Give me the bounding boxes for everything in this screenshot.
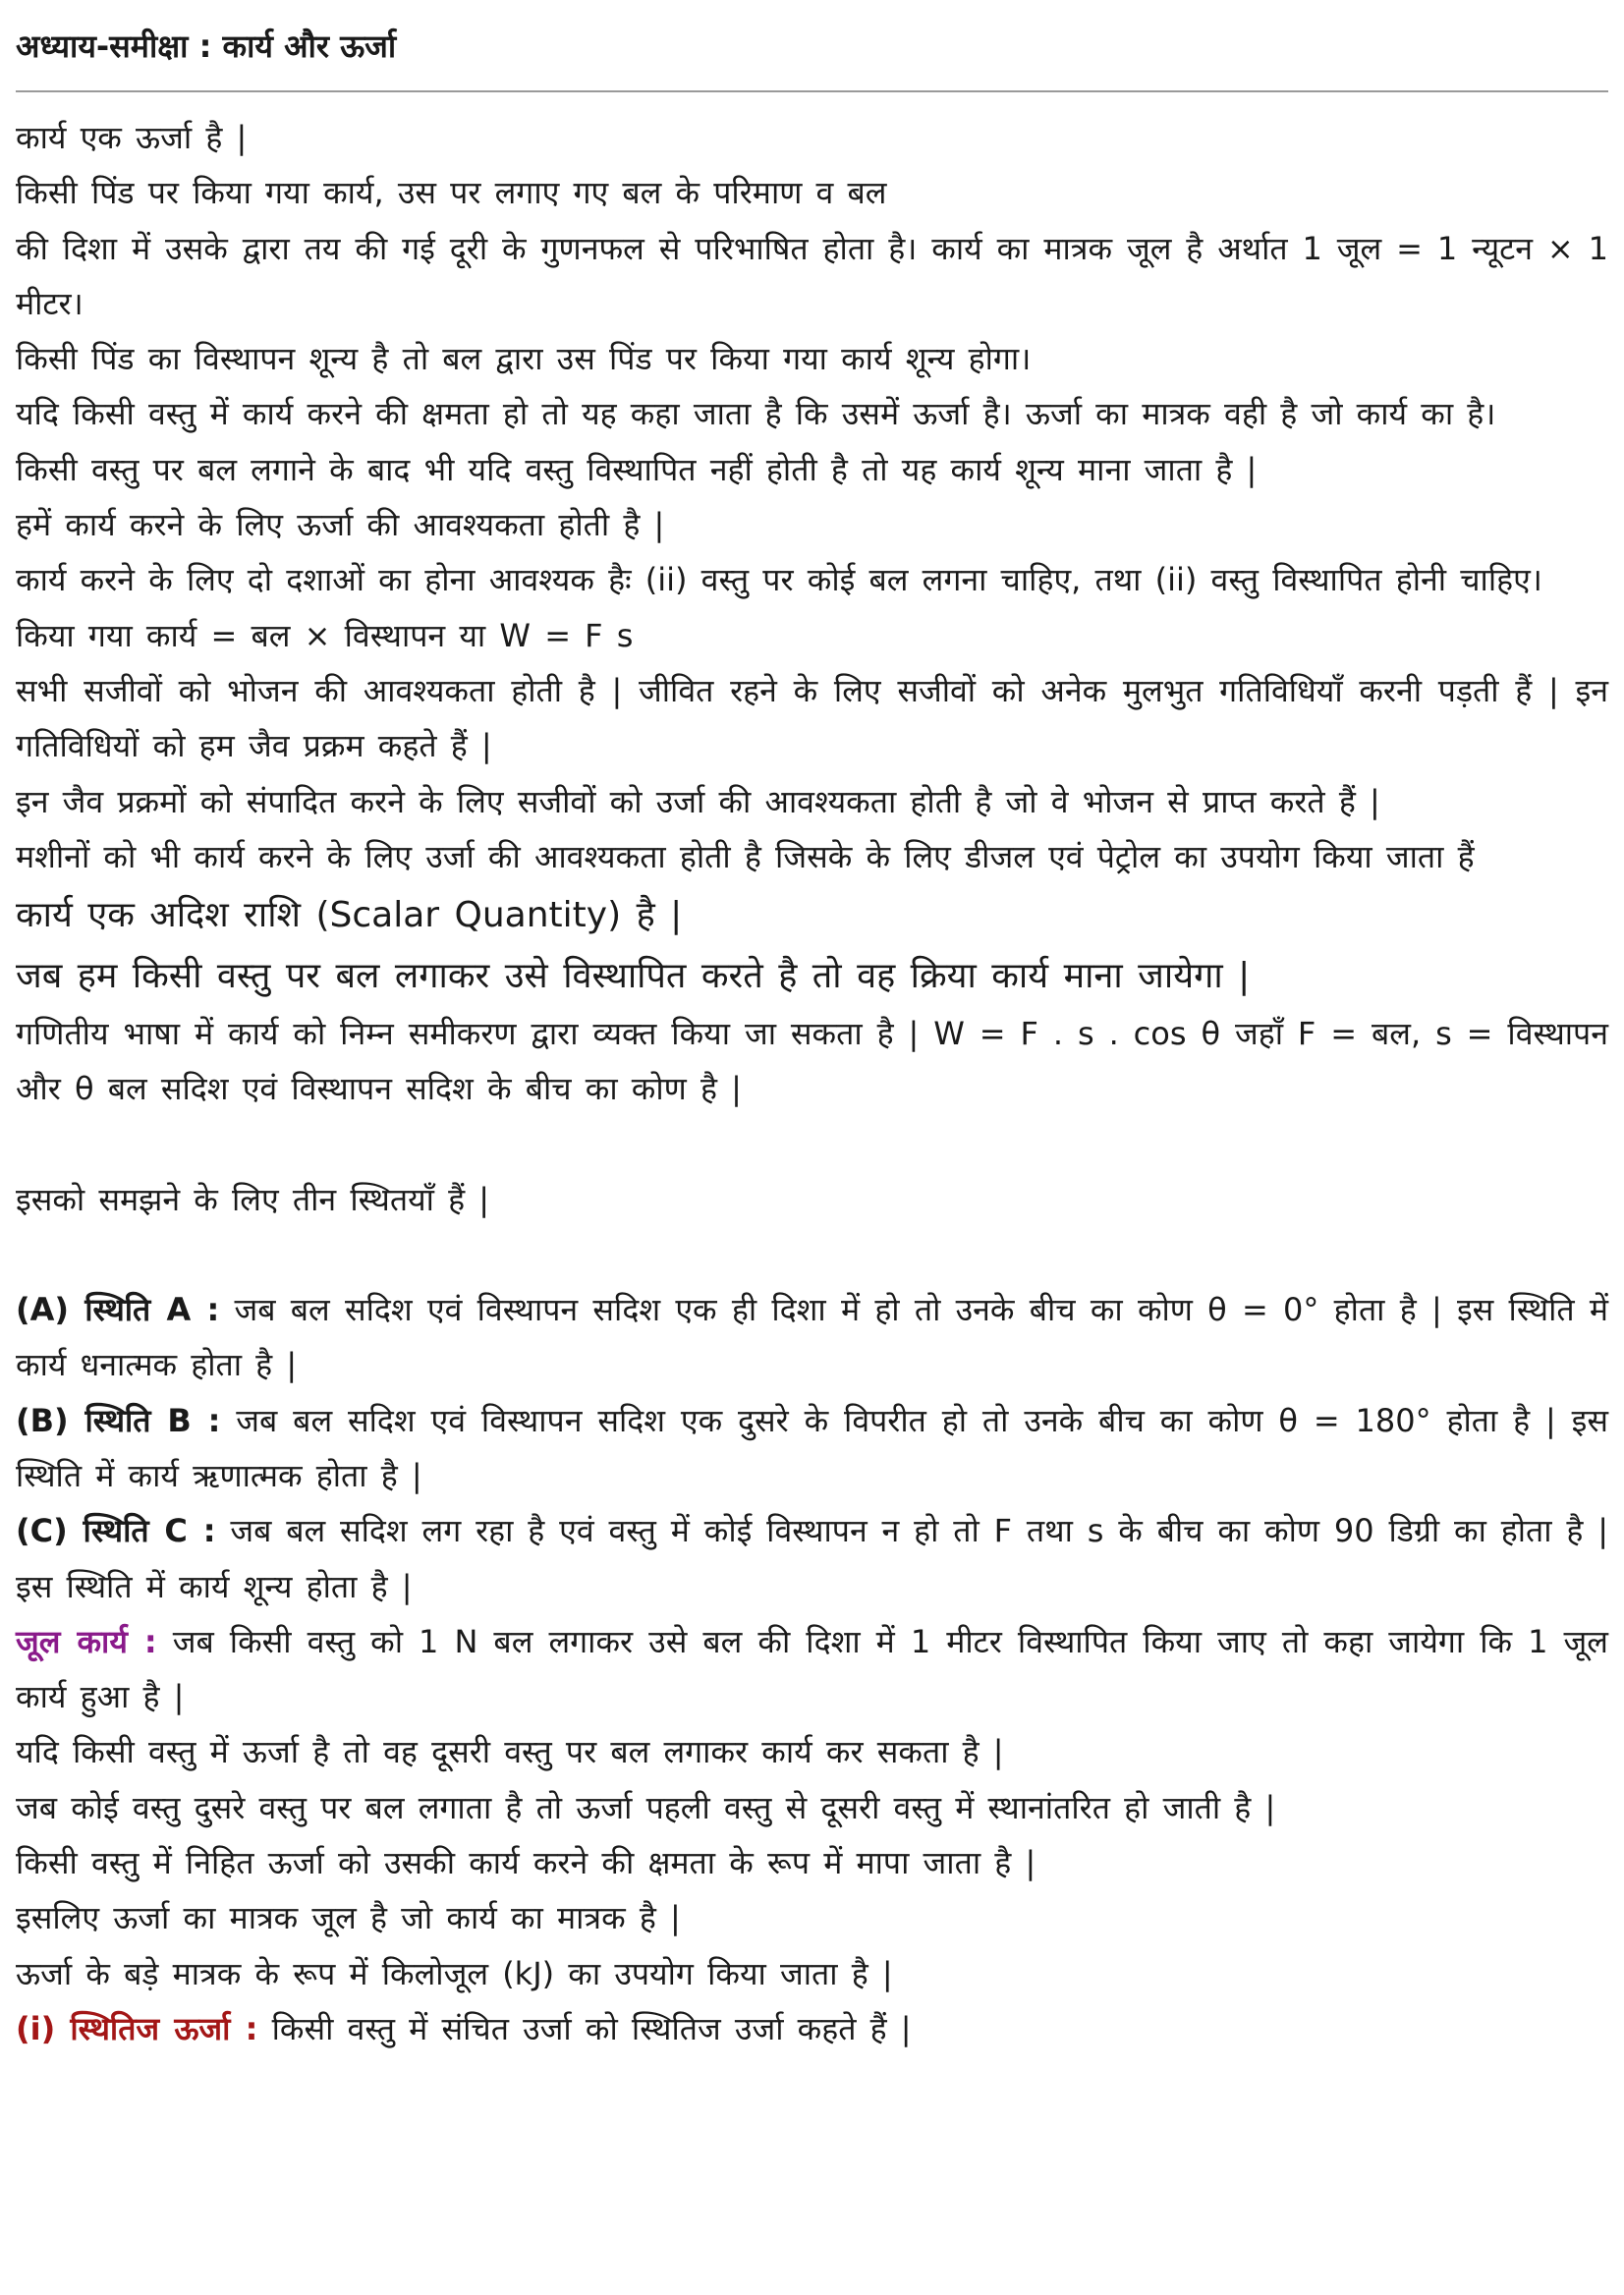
paragraph-case-a — [16, 1282, 1608, 1393]
paragraph-work-formula: किया गया कार्य = बल × विस्थापन या W = F s — [16, 616, 634, 654]
paragraph-bio-energy: इन जैव प्रक्रमों को संपादित करने के लिए सजीवों को उर्जा की आवश्यकता होती है जो वे भोजन से प्राप्त करते हैं | — [16, 782, 1380, 820]
joule-label: जूल कार्य : — [16, 1622, 157, 1660]
title-divider — [16, 90, 1608, 92]
paragraph-kilojoule: ऊर्जा के बड़े मात्रक के रूप में किलोजूल (kJ) का उपयोग किया जाता है | — [16, 1954, 893, 1992]
paragraph-no-displacement: किसी वस्तु पर बल लगाने के बाद भी यदि वस्तु विस्थापित नहीं होती है तो यह कार्य शून्य माना जाता है | — [16, 450, 1258, 488]
paragraph-case-b — [16, 1393, 1608, 1504]
chapter-content — [16, 110, 1608, 2056]
paragraph-machines: मशीनों को भी कार्य करने के लिए उर्जा की आवश्यकता होती है जिसके के लिए डीजल एवं पेट्रोल का उपयोग किया जाता हैं — [16, 837, 1475, 875]
paragraph-energy-transfer-force: यदि किसी वस्तु में ऊर्जा है तो वह दूसरी वस्तु पर बल लगाकर कार्य कर सकता है | — [16, 1733, 1004, 1771]
case-c-label: (C) स्थिति C : — [16, 1512, 216, 1550]
paragraph-case-c — [16, 1503, 1608, 1614]
paragraph-zero-displacement: किसी पिंड का विस्थापन शून्य है तो बल द्वारा उस पिंड पर किया गया कार्य शून्य होगा। — [16, 340, 1032, 378]
case-b-text: जब बल सदिश एवं विस्थापन सदिश एक दुसरे के विपरीत हो तो उनके बीच का कोण θ = 180° होता है | इस स्थिति में कार्य ऋणात्मक होता है | — [16, 1401, 1608, 1494]
paragraph-work-action: जब हम किसी वस्तु पर बल लगाकर उसे विस्थापित करते है तो वह क्रिया कार्य माना जायेगा | — [16, 956, 1251, 997]
paragraph-scalar: कार्य एक अदिश राशि (Scalar Quantity) है | — [16, 895, 683, 936]
paragraph-work-definition-1: किसी पिंड पर किया गया कार्य, उस पर लगाए गए बल के परिमाण व बल — [16, 174, 887, 212]
paragraph-work-energy: कार्य एक ऊर्जा है | — [16, 119, 248, 156]
potential-energy-text: किसी वस्तु में संचित उर्जा को स्थितिज उर्जा कहते हैं | — [257, 2009, 912, 2047]
paragraph-energy-capacity: यदि किसी वस्तु में कार्य करने की क्षमता हो तो यह कहा जाता है कि उसमें ऊर्जा है। ऊर्जा का मात्रक वही है जो कार्य का है। — [16, 395, 1496, 433]
paragraph-work-definition-2: की दिशा में उसके द्वारा तय की गई दूरी के गुणनफल से परिभाषित होता है। कार्य का मात्रक जूल है अर्थात 1 जूल = 1 न्यूटन × 1 मीटर। — [16, 229, 1608, 322]
paragraph-energy-measure: किसी वस्तु में निहित ऊर्जा को उसकी कार्य करने की क्षमता के रूप में मापा जाता है | — [16, 1844, 1036, 1882]
paragraph-potential-energy — [16, 2001, 1608, 2056]
case-a-label: (A) स्थिति A : — [16, 1291, 220, 1329]
paragraph-energy-unit: इसलिए ऊर्जा का मात्रक जूल है जो कार्य का मात्रक है | — [16, 1899, 681, 1937]
potential-energy-label: (i) स्थितिज ऊर्जा : — [16, 2009, 258, 2047]
joule-text: जब किसी वस्तु को 1 N बल लगाकर उसे बल की दिशा में 1 मीटर विस्थापित किया जाए तो कहा जायेगा कि 1 जूल कार्य हुआ है | — [16, 1622, 1608, 1716]
paragraph-joule-work — [16, 1614, 1608, 1725]
chapter-title: अध्याय-समीक्षा : कार्य और ऊर्जा — [16, 28, 397, 65]
paragraph-two-conditions: कार्य करने के लिए दो दशाओं का होना आवश्यक हैः (ii) वस्तु पर कोई बल लगना चाहिए, तथा (ii) वस्तु विस्थापित होनी चाहिए। — [16, 561, 1542, 599]
paragraph-energy-needed: हमें कार्य करने के लिए ऊर्जा की आवश्यकता होती है | — [16, 506, 665, 544]
paragraph-energy-transfer: जब कोई वस्तु दुसरे वस्तु पर बल लगाता है तो ऊर्जा पहली वस्तु से दूसरी वस्तु में स्थानांतरित हो जाती है | — [16, 1788, 1276, 1826]
case-a-text: जब बल सदिश एवं विस्थापन सदिश एक ही दिशा में हो तो उनके बीच का कोण θ = 0° होता है | इस स्थिति में कार्य धनात्मक होता है | — [16, 1291, 1608, 1384]
paragraph-math-formula: गणितीय भाषा में कार्य को निम्न समीकरण द्वारा व्यक्त किया जा सकता है | W = F . s . cos θ जहाँ F = बल, s = विस्थापन और θ बल सदिश एवं विस्थापन सदिश के बीच का कोण है | — [16, 1015, 1608, 1108]
case-b-label: (B) स्थिति B : — [16, 1401, 221, 1439]
paragraph-three-cases: इसको समझने के लिए तीन स्थितयाँ हैं | — [16, 1180, 490, 1218]
paragraph-life-processes: सभी सजीवों को भोजन की आवश्यकता होती है | जीवित रहने के लिए सजीवों को अनेक मुलभुत गतिविधियाँ करनी पड़ती हैं | इन गतिविधियों को हम जैव प्रक्रम कहते हैं | — [16, 671, 1608, 765]
case-c-text: जब बल सदिश लग रहा है एवं वस्तु में कोई विस्थापन न हो तो F तथा s के बीच का कोण 90 डिग्री का होता है | इस स्थिति में कार्य शून्य होता है | — [16, 1512, 1608, 1605]
